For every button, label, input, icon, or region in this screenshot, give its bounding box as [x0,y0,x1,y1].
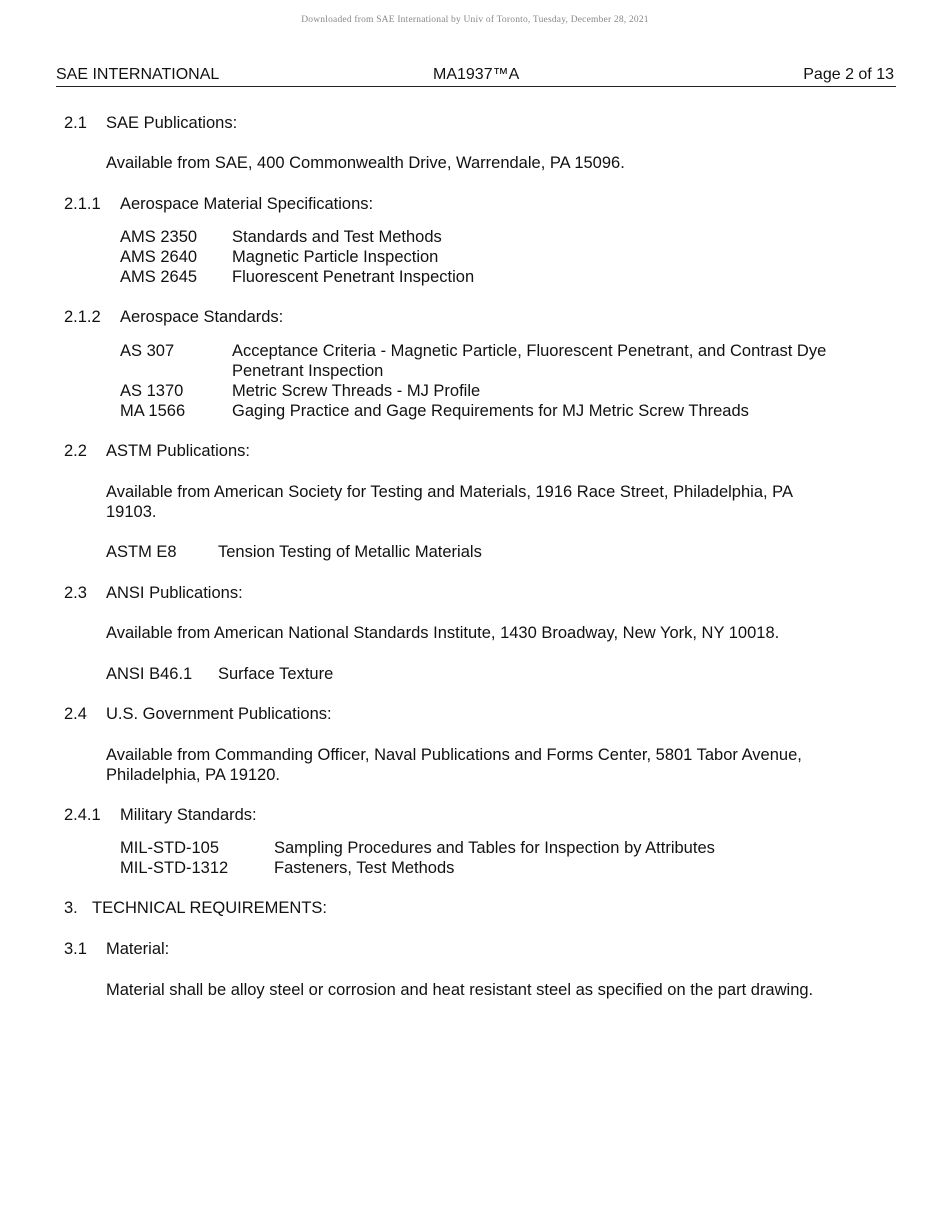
section-number: 2.3 [64,584,87,602]
section-number: 2.1.1 [64,195,101,213]
reference-title: Surface Texture [218,665,334,683]
download-notice: Downloaded from SAE International by Univ of Toronto, Tuesday, December 28, 2021 [301,15,649,25]
reference-code: AMS 2350 [120,228,198,246]
reference-title: Fluorescent Penetrant Inspection [232,268,475,286]
section-title: ASTM Publications: [106,442,250,460]
reference-code: AS 307 [120,342,175,360]
section-title: Material: [106,940,170,958]
section-number: 3.1 [64,940,87,958]
reference-title: Sampling Procedures and Tables for Inspection by Attributes [274,839,715,857]
section-number: 2.1.2 [64,308,101,326]
reference-code: MIL-STD-1312 [120,859,229,877]
section-text: Available from American National Standards Institute, 1430 Broadway, New York, NY 10018. [106,624,780,642]
reference-title: Metric Screw Threads - MJ Profile [232,382,481,400]
reference-title: Acceptance Criteria - Magnetic Particle, Fluorescent Penetrant, and Contrast Dye [232,342,827,360]
reference-code: ASTM E8 [106,543,177,561]
section-title: TECHNICAL REQUIREMENTS: [92,899,327,917]
section-title: Aerospace Material Specifications: [120,195,374,213]
section-title: SAE Publications: [106,114,238,132]
reference-code: AS 1370 [120,382,184,400]
reference-title: Fasteners, Test Methods [274,859,455,877]
reference-code: AMS 2645 [120,268,198,286]
section-title: Aerospace Standards: [120,308,284,326]
section-title: Military Standards: [120,806,257,824]
reference-title-continued: Penetrant Inspection [232,362,384,380]
reference-code: ANSI B46.1 [106,665,193,683]
reference-title: Gaging Practice and Gage Requirements for MJ Metric Screw Threads [232,402,749,420]
section-text: Available from SAE, 400 Commonwealth Drive, Warrendale, PA 15096. [106,154,625,172]
section-title: ANSI Publications: [106,584,243,602]
section-number: 3. [64,899,78,917]
section-text: Material shall be alloy steel or corrosion and heat resistant steel as specified on the part drawing. [106,981,814,999]
section-text: Available from American Society for Testing and Materials, 1916 Race Street, Philadelphia, PA 19103. [106,483,793,521]
reference-title: Magnetic Particle Inspection [232,248,439,266]
section-number: 2.2 [64,442,87,460]
page-header [56,66,896,87]
section-number: 2.4 [64,705,87,723]
reference-code: MA 1566 [120,402,186,420]
section-number: 2.1 [64,114,87,132]
header-document-id: MA1937™A [433,66,520,83]
reference-code: AMS 2640 [120,248,198,266]
section-text: Available from Commanding Officer, Naval Publications and Forms Center, 5801 Tabor Avenue, Philadelphia, PA 19120. [106,746,802,784]
reference-title: Tension Testing of Metallic Materials [218,543,482,561]
section-number: 2.4.1 [64,806,101,824]
reference-code: MIL-STD-105 [120,839,220,857]
section-title: U.S. Government Publications: [106,705,332,723]
header-organization: SAE INTERNATIONAL [56,66,220,83]
header-page-number: Page 2 of 13 [803,66,894,83]
reference-title: Standards and Test Methods [232,228,442,246]
